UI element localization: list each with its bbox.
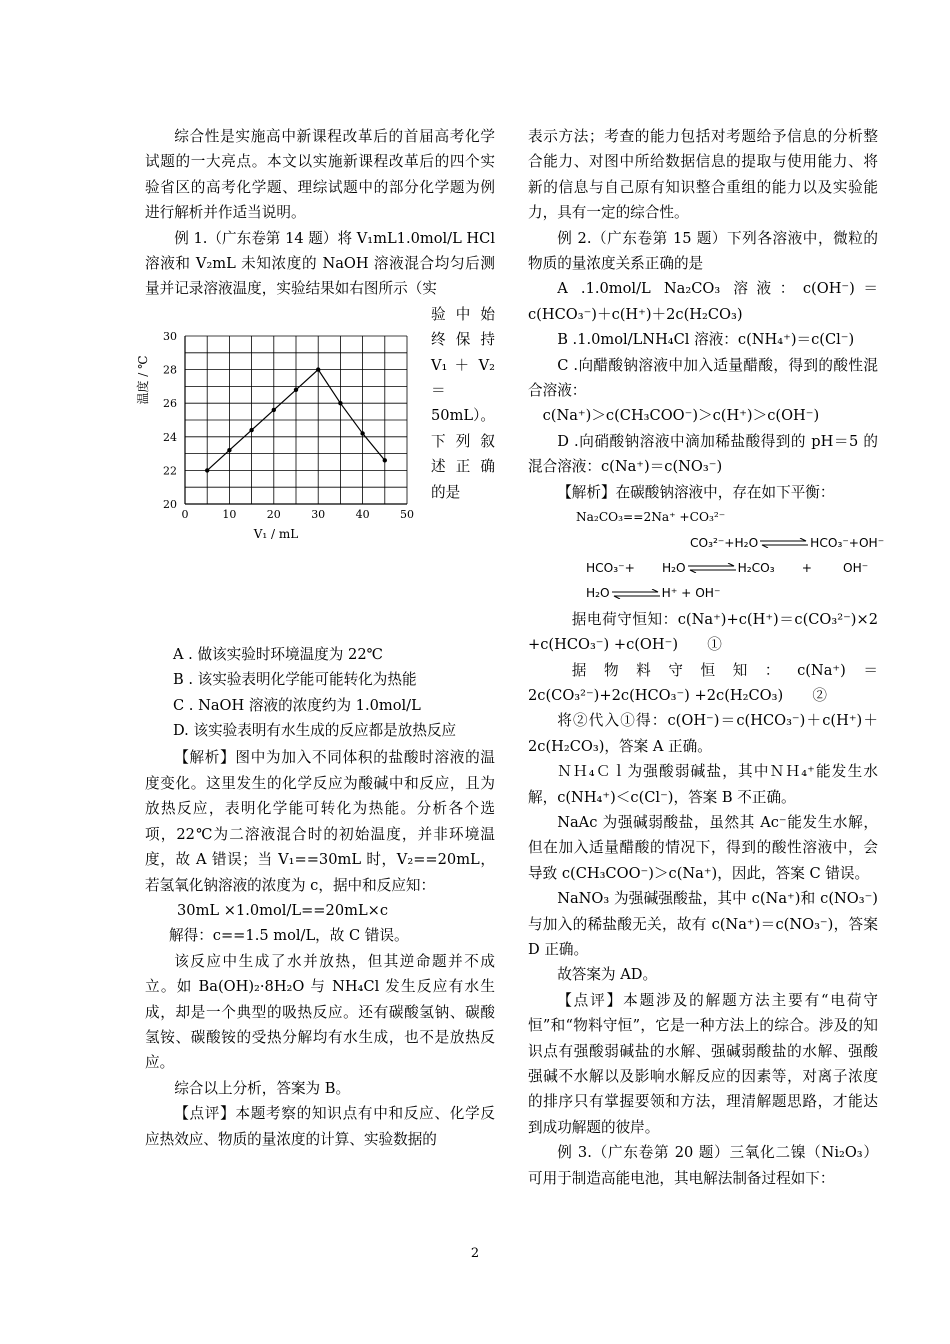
x-tick-label: 20: [266, 507, 281, 521]
figure-block: [136, 302, 495, 642]
option-d: [145, 718, 495, 743]
y-tick-label: 22: [163, 464, 177, 478]
eq3-h2co3: H₂CO₃: [737, 560, 775, 575]
answer-1: 综合以上分析，答案为 B。: [174, 1079, 351, 1097]
x-axis-label: V₁ / mL: [253, 526, 299, 541]
figure-side-text: [431, 302, 495, 505]
option-2c-order: c(Na⁺)＞c(CH₃COO⁻)＞c(H⁺)＞c(OH⁻): [542, 407, 820, 425]
x-tick-label: 0: [181, 507, 189, 521]
data-point: [316, 367, 320, 371]
data-point: [205, 468, 209, 472]
option-b: B . 该实验表明化学能可能转化为热能: [173, 671, 417, 689]
side-line: ＝: [431, 382, 446, 400]
option-2d: D .向硝酸钠溶液中滴加稀盐酸得到的 pH＝5 的混合溶液：c(Na⁺)＝c(NO₃⁻): [528, 432, 878, 476]
data-point: [294, 387, 298, 391]
intro-paragraph: 综合性是实施高中新课程改革后的首届高考化学试题的一大亮点。本文以实施新课程改革后的四个实验省区的高考化学题、理综试题中的部分化学题为例进行解析并作适当说明。: [145, 128, 495, 222]
answer-2: 故答案为 AD。: [557, 966, 658, 984]
comment-1-continued: 表示方法；考查的能力包括对考题给予信息的分析整合能力、对图中所给数据信息的提取与使用能力、将新的信息与自己原有知识整合重组的能力以及实验能力，具有一定的综合性。: [528, 128, 878, 222]
calc-line-2: 解得：c==1.5 mol/L，故 C 错误。: [169, 927, 409, 945]
y-tick-label: 28: [163, 363, 177, 377]
side-line: 50mL）。: [431, 407, 495, 425]
equilibrium-arrow-icon: [610, 589, 662, 599]
analysis-2-head: 【解析】在碳酸钠溶液中，存在如下平衡：: [557, 483, 835, 501]
y-tick-label: 20: [163, 497, 177, 511]
option-2c: C .向醋酸钠溶液中加入适量醋酸，得到的酸性混合溶液：: [528, 356, 878, 400]
side-line: 述 正 确: [431, 458, 495, 476]
eq4-water: H₂O: [586, 586, 610, 601]
eq4-ions: H⁺ + OH⁻: [661, 586, 721, 601]
data-point: [383, 458, 387, 462]
analysis-1: 【解析】图中为加入不同体积的盐酸时溶液的温度变化。这里发生的化学反应为酸碱中和反应，且为放热反应，表明化学能可转化为热能。分析各个选项，22℃为二溶液混合时的初始温度，并非环境温度，故 A 错误；当 V₁==30mL 时，V₂==20mL，若氢氧化钠溶液的浓度为 c，据中和反应知：: [145, 749, 495, 894]
data-point: [360, 431, 364, 435]
side-line: 验 中 始: [431, 305, 495, 323]
right-column: [528, 124, 885, 1191]
option-2b: B .1.0mol/LNH₄Cl 溶液：c(NH₄⁺)＝c(Cl⁻): [557, 331, 855, 349]
x-tick-label: 30: [311, 507, 326, 521]
side-line: 的是: [431, 483, 461, 501]
equilibrium-arrow-icon: [758, 538, 810, 548]
eq3-oh: OH⁻: [842, 560, 869, 575]
eq3-hco3: HCO₃⁻+: [586, 560, 635, 575]
side-line: 下 列 叙: [431, 432, 495, 450]
x-tick-label: 40: [355, 507, 370, 521]
data-point: [272, 408, 276, 412]
option-2a: A .1.0mol/L Na₂CO₃ 溶液：c(OH⁻)＝c(HCO₃⁻)＋c(H⁺)＋2c(H₂CO₃): [528, 280, 878, 323]
page-number: 2: [470, 1246, 480, 1261]
analysis-2: 该反应中生成了水并放热，但其逆命题并不成立。如 Ba(OH)₂·8H₂O 与 NH₄Cl 发生反应有水生成，却是一个典型的吸热反应。还有碳酸氢钠、碳酸氢铵、碳酸铵的受热分解均有水生成，也不是放热反应。: [145, 952, 495, 1072]
naac-analysis: NaAc 为强碱弱酸盐，虽然其 Ac⁻能发生水解，但在加入适量醋酸的情况下，得到的酸性溶液中，会导致 c(CH₃COO⁻)＞c(Na⁺)，因此，答案 C 错误。: [528, 813, 878, 882]
equation-3: [528, 556, 878, 581]
x-tick-label: 10: [222, 507, 237, 521]
eq2-left: CO₃²⁻+H₂O: [690, 535, 759, 550]
example-2-question: 例 2.（广东卷第 15 题）下列各溶液中，微粒的物质的量浓度关系正确的是: [528, 229, 878, 273]
y-tick-label: 26: [163, 397, 177, 411]
option-c: C . NaOH 溶液的浓度约为 1.0mol/L: [173, 696, 421, 714]
side-line: 终 保 持: [431, 331, 495, 349]
eq2-right: HCO₃⁻+OH⁻: [810, 535, 885, 550]
comment-2: 【点评】本题涉及的解题方法主要有“电荷守恒”和“物料守恒”，它是一种方法上的综合。涉及的知识点有强酸弱碱盐的水解、强碱弱酸盐的水解、强酸强碱不水解以及影响水解反应的因素等，对离子浓度的排序只有掌握要领和方法，理清解题思路，才能达到成功解题的彼岸。: [528, 991, 878, 1136]
equation-1: Na₂CO₃==2Na⁺ +CO₃²⁻: [576, 510, 726, 525]
eq3-water: H₂O: [661, 560, 686, 575]
data-point: [249, 428, 253, 432]
option-a: A . 做该实验时环境温度为 22℃: [173, 645, 383, 663]
side-line: V₁ ＋ V₂: [431, 356, 495, 374]
material-balance: 据物料守恒知：c(Na⁺)＝2c(CO₃²⁻)+2c(HCO₃⁻) +2c(H₂CO₃) ②: [528, 661, 878, 704]
x-tick-label: 50: [400, 507, 414, 521]
y-tick-label: 24: [163, 430, 177, 444]
temperature-chart: [133, 304, 423, 544]
left-column: [136, 124, 495, 1152]
comment-1: 【点评】本题考察的知识点有中和反应、化学反应热效应、物质的量浓度的计算、实验数据的: [145, 1105, 495, 1148]
data-point: [338, 401, 342, 405]
y-axis-label: 温度 / ℃: [136, 355, 150, 405]
equilibrium-arrow-icon: [686, 563, 738, 573]
equation-2: [528, 531, 885, 556]
charge-balance: 据电荷守恒知：c(Na⁺)+c(H⁺)＝c(CO₃²⁻)×2 +c(HCO₃⁻) +c(OH⁻) ①: [528, 610, 878, 654]
option-d-text: D. 该实验表明有水生成的反应都是放热反应: [173, 722, 457, 740]
substitution: 将②代入①得：c(OH⁻)＝c(HCO₃⁻)＋c(H⁺)＋2c(H₂CO₃)，答案 A 正确。: [528, 712, 878, 755]
example-3-question: 例 3.（广东卷第 20 题）三氧化二镍（Ni₂O₃）可用于制造高能电池，其电解法制备过程如下：: [528, 1144, 878, 1187]
y-tick-label: 30: [163, 329, 177, 343]
equation-4: [528, 581, 878, 606]
calc-line-1: 30mL ×1.0mol/L==20mL×c: [177, 901, 389, 919]
nh4cl-analysis: ＮＨ₄Ｃｌ为强酸弱碱盐，其中ＮＨ₄⁺能发生水解，c(NH₄⁺)＜c(Cl⁻)，答案 B 不正确。: [528, 763, 878, 806]
nano3-analysis: NaNO₃ 为强碱强酸盐，其中 c(Na⁺)和 c(NO₃⁻)与加入的稀盐酸无关，故有 c(Na⁺)＝c(NO₃⁻)，答案 D 正确。: [528, 890, 878, 958]
example-1-question: 例 1.（广东卷第 14 题）将 V₁mL1.0mol/L HCl 溶液和 V₂mL 未知浓度的 NaOH 溶液混合均匀后测量并记录溶液温度，实验结果如右图所示（实: [145, 229, 495, 298]
data-point: [227, 448, 231, 452]
eq3-plus: +: [801, 560, 812, 575]
